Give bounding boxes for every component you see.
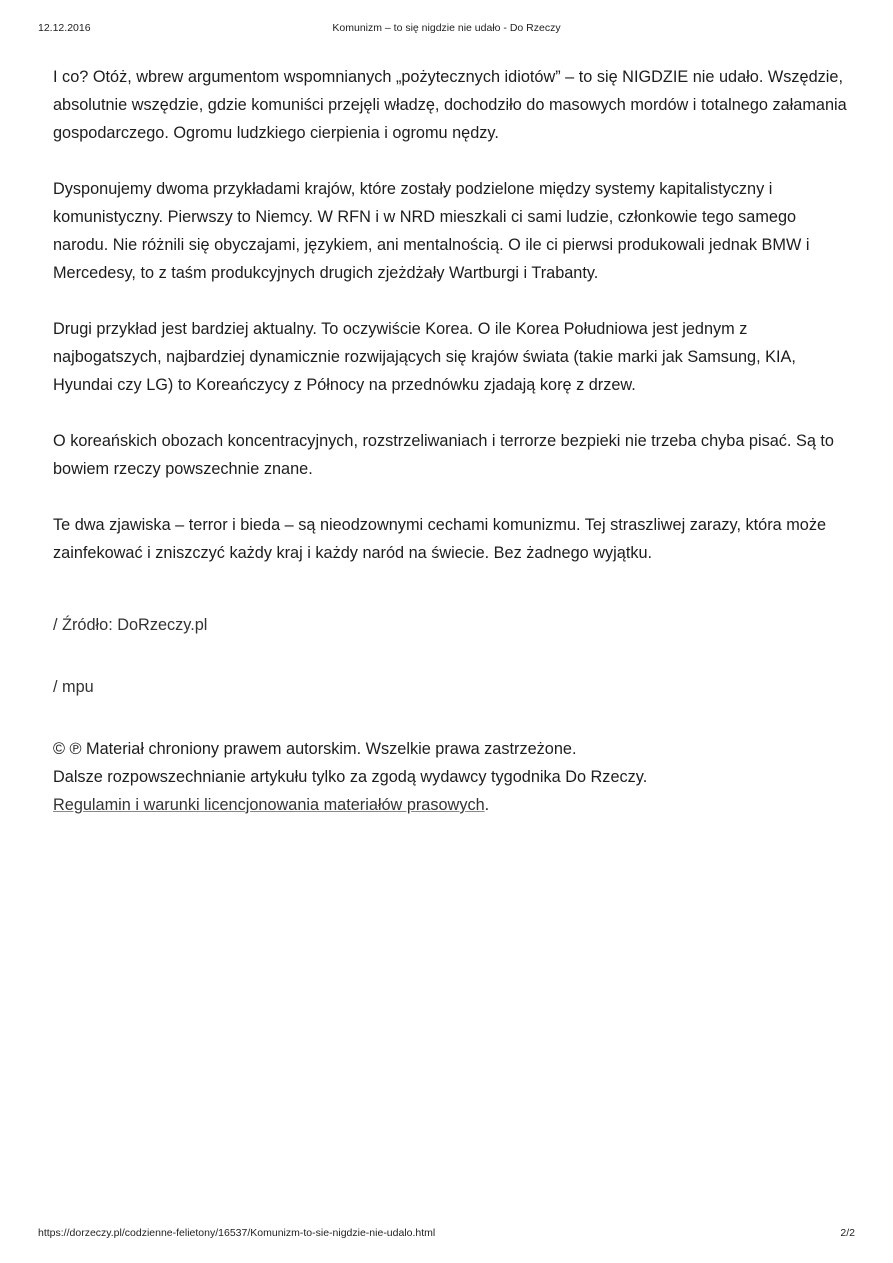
print-footer (38, 1227, 855, 1241)
article-paragraph: Dysponujemy dwoma przykładami krajów, które zostały podzielone między systemy kapitalistyczny i komunistyczny. Pierwszy to Niemcy. W RFN i w NRD mieszkali ci sami ludzie, członkowie tego samego narodu. Nie różnili się obyczajami, językiem, ani mentalnością. O ile ci pierwsi produkowali jednak BMW i Mercedesy, to z taśm produkcyjnych drugich zjeżdżały Wartburgi i Trabanty. (53, 180, 810, 282)
license-suffix: . (484, 796, 490, 814)
article-paragraph: O koreańskich obozach koncentracyjnych, rozstrzeliwaniach i terrorze bezpieki nie trzeba chyba pisać. Są to bowiem rzeczy powszechnie znane. (53, 432, 834, 478)
print-url: https://dorzeczy.pl/codzienne-felietony/16537/Komunizm-to-sie-nigdzie-nie-udalo.html (38, 1227, 436, 1239)
redistribution-line: Dalsze rozpowszechnianie artykułu tylko za zgodą wydawcy tygodnika Do Rzeczy. (53, 768, 648, 786)
license-terms-link[interactable]: Regulamin i warunki licencjonowania materiałów prasowych (53, 796, 485, 814)
article-paragraph: Te dwa zjawiska – terror i bieda – są nieodzownymi cechami komunizmu. Tej straszliwej zarazy, która może zainfekować i zniszczyć każdy kraj i każdy naród na świecie. Bez żadnego wyjątku. (53, 516, 827, 562)
license-line (53, 791, 853, 819)
article-body (53, 63, 853, 819)
article-author: / mpu (53, 678, 94, 696)
article-paragraph: Drugi przykład jest bardziej aktualny. To oczywiście Korea. O ile Korea Południowa jest jednym z najbogatszych, najbardziej dynamicznie rozwijających się krajów świata (takie marki jak Samsung, KIA, Hyundai czy LG) to Koreańczycy z Północy na przednówku zjadają korę z drzew. (53, 320, 796, 394)
copyright-line: © ℗ Materiał chroniony prawem autorskim. Wszelkie prawa zastrzeżone. (53, 740, 577, 758)
print-title: Komunizm – to się nigdzie nie udało - Do Rzeczy (332, 22, 561, 34)
print-date: 12.12.2016 (38, 22, 91, 34)
article-source: / Źródło: DoRzeczy.pl (53, 616, 208, 634)
print-header (38, 22, 855, 36)
article-paragraph: I co? Otóż, wbrew argumentom wspomnianych „pożytecznych idiotów” – to się NIGDZIE nie udało. Wszędzie, absolutnie wszędzie, gdzie komuniści przejęli władzę, dochodziło do masowych mordów i totalnego załamania gospodarczego. Ogromu ludzkiego cierpienia i ogromu nędzy. (53, 68, 847, 142)
page-number: 2/2 (840, 1227, 855, 1239)
copyright-notice (53, 735, 853, 819)
